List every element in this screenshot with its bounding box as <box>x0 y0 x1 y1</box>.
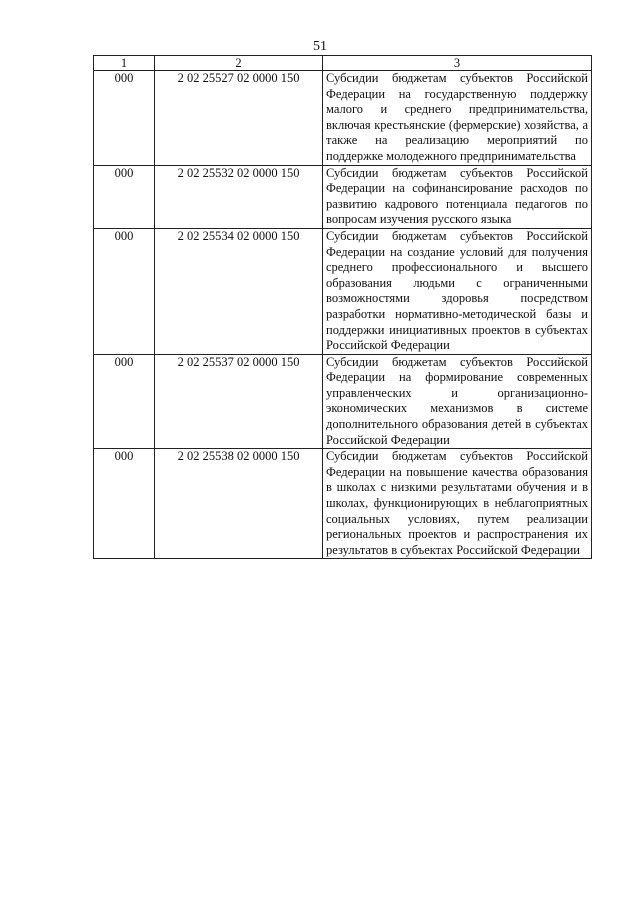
column-header-1: 1 <box>94 56 155 71</box>
column-header-2: 2 <box>155 56 323 71</box>
admin-code-cell: 000 <box>94 71 155 166</box>
budget-classification-table <box>93 55 592 559</box>
admin-code-cell: 000 <box>94 228 155 354</box>
description-cell: Субсидии бюджетам субъектов Российской Федерации на создание условий для получения среднего профессионального и высшего образования людьми с ограниченными возможностями здоровья посредством разработки нормативно-методической базы и поддержки инициативных проектов в субъектах Российской Федерации <box>323 228 592 354</box>
description-cell: Субсидии бюджетам субъектов Российской Федерации на государственную поддержку малого и среднего предпринимательства, включая крестьянские (фермерские) хозяйства, а также на реализацию мероприятий по поддержке молодежного предпринимательства <box>323 71 592 166</box>
description-cell: Субсидии бюджетам субъектов Российской Федерации на формирование современных управленческих и организационно-экономических механизмов в системе дополнительного образования детей в субъектах Российской Федерации <box>323 354 592 449</box>
kbk-code-cell: 2 02 25527 02 0000 150 <box>155 71 323 166</box>
admin-code-cell: 000 <box>94 165 155 228</box>
table-row <box>94 449 592 559</box>
column-header-3: 3 <box>323 56 592 71</box>
admin-code-cell: 000 <box>94 354 155 449</box>
description-cell: Субсидии бюджетам субъектов Российской Федерации на повышение качества образования в школах с низкими результатами обучения и в школах, функционирующих в неблагоприятных социальных условиях, путем реализации региональных проектов и распространения их результатов в субъектах Российской Федерации <box>323 449 592 559</box>
table-row <box>94 354 592 449</box>
table-row <box>94 228 592 354</box>
kbk-code-cell: 2 02 25537 02 0000 150 <box>155 354 323 449</box>
admin-code-cell: 000 <box>94 449 155 559</box>
header-row <box>94 56 592 71</box>
table-row <box>94 71 592 166</box>
table-row <box>94 165 592 228</box>
page-number: 51 <box>313 39 327 54</box>
kbk-code-cell: 2 02 25534 02 0000 150 <box>155 228 323 354</box>
kbk-code-cell: 2 02 25538 02 0000 150 <box>155 449 323 559</box>
kbk-code-cell: 2 02 25532 02 0000 150 <box>155 165 323 228</box>
description-cell: Субсидии бюджетам субъектов Российской Федерации на софинансирование расходов по развитию кадрового потенциала педагогов по вопросам изучения русского языка <box>323 165 592 228</box>
